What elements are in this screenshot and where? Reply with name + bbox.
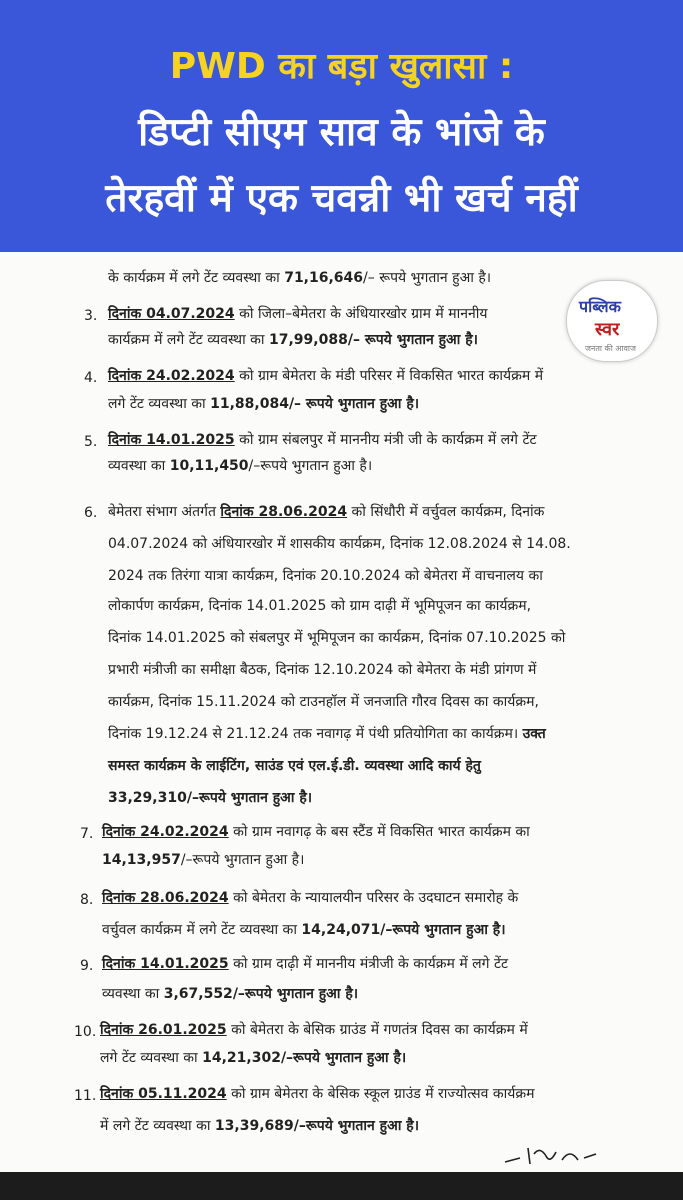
item-9-line-1: दिनांक 14.01.2025 को ग्राम दाढ़ी में माननीय मंत्रीजी के कार्यक्रम में लगे टेंट [102,956,509,972]
item-6-line: लोकार्पण कार्यक्रम, दिनांक 14.01.2025 को ग्राम दाढ़ी में भूमिपूजन का कार्यक्रम, [108,598,532,614]
signature-icon [500,1140,610,1170]
item-2-line: के कार्यक्रम में लगे टेंट व्यवस्था का 71,16,646/– रूपये भुगतान हुआ है। [108,270,492,286]
headline-line-3: तेरहवीं में एक चवन्नी भी खर्च नहीं [105,176,578,221]
item-6-line: 2024 तक तिरंगा यात्रा कार्यक्रम, दिनांक 20.10.2024 को बेमेतरा में वाचनालय का [108,568,543,584]
item-6-line: कार्यक्रम, दिनांक 15.11.2024 को टाउनहॉल में जनजाति गौरव दिवस का कार्यक्रम, [108,694,539,710]
item-8-line-1: दिनांक 28.06.2024 को बेमेतरा के न्यायालयीन परिसर के उदघाटन समारोह के [102,890,519,906]
publik-swar-logo: पब्लिक स्वर जनता की आवाज [566,280,658,362]
headline-line-1: PWD का बड़ा खुलासा : [169,46,514,87]
item-number: 8. [80,892,94,908]
item-6-line: 04.07.2024 को अंधियारखोर में शासकीय कार्यक्रम, दिनांक 12.08.2024 से 14.08. [108,536,571,552]
item-number: 3. [84,308,98,324]
item-6-line: प्रभारी मंत्रीजी का समीक्षा बैठक, दिनांक 12.10.2024 को बेमेतरा के मंडी प्रांगण में [108,662,537,678]
item-6-amount: 33,29,310/–रूपये भुगतान हुआ है। [108,790,313,806]
item-11-line-2: में लगे टेंट व्यवस्था का 13,39,689/–रूपये भुगतान हुआ है। [100,1118,420,1134]
item-5-line-1: दिनांक 14.01.2025 को ग्राम संबलपुर में माननीय मंत्री जी के कार्यक्रम में लगे टेंट [108,432,537,448]
item-6-bold-line: समस्त कार्यक्रम के लाईटिंग, साउंड एवं एल.ई.डी. व्यवस्था आदि कार्य हेतु [108,758,481,774]
item-10-line-1: दिनांक 26.01.2025 को बेमेतरा के बेसिक ग्राउंड में गणतंत्र दिवस का कार्यक्रम में [100,1022,528,1038]
item-8-line-2: वर्चुवल कार्यक्रम में लगे टेंट व्यवस्था का 14,24,071/–रूपये भुगतान हुआ है। [102,922,506,938]
item-10-line-2: लगे टेंट व्यवस्था का 14,21,302/–रूपये भुगतान हुआ है। [100,1050,407,1066]
item-9-line-2: व्यवस्था का 3,67,552/–रूपये भुगतान हुआ है। [102,986,359,1002]
item-4-line-1: दिनांक 24.02.2024 को ग्राम बेमेतरा के मंडी परिसर में विकसित भारत कार्यक्रम में [108,368,544,384]
item-number: 10. [74,1024,97,1040]
item-4-line-2: लगे टेंट व्यवस्था का 11,88,084/– रूपये भुगतान हुआ है। [108,396,420,412]
item-number: 5. [84,434,98,450]
item-3-line-1: दिनांक 04.07.2024 को जिला–बेमेतरा के अंधियारखोर ग्राम में माननीय [108,306,488,322]
item-number: 9. [80,958,94,974]
item-6-line: दिनांक 14.01.2025 को संबलपुर में भूमिपूजन का कार्यक्रम, दिनांक 07.10.2025 को [108,630,566,646]
item-11-line-1: दिनांक 05.11.2024 को ग्राम बेमेतरा के बेसिक स्कूल ग्राउंड में राज्योत्सव कार्यक्रम [100,1086,535,1102]
item-number: 6. [84,505,98,521]
item-number: 11. [74,1088,97,1104]
item-5-line-2: व्यवस्था का 10,11,450/–रूपये भुगतान हुआ है। [108,458,373,474]
item-number: 7. [80,826,94,842]
item-6-line: दिनांक 19.12.24 से 21.12.24 तक नवागढ़ में पंथी प्रतियोगिता का कार्यक्रम। उक्त [108,726,546,742]
item-number: 4. [84,370,98,386]
headline-banner [0,0,683,252]
item-3-line-2: कार्यक्रम में लगे टेंट व्यवस्था का 17,99,088/– रूपये भुगतान हुआ है। [108,332,478,348]
document-page [0,252,683,1172]
item-7-line-1: दिनांक 24.02.2024 को ग्राम नवागढ़ के बस स्टैंड में विकसित भारत कार्यक्रम का [102,824,530,840]
item-6-line-1: बेमेतरा संभाग अंतर्गत दिनांक 28.06.2024 को सिंधौरी में वर्चुवल कार्यक्रम, दिनांक [108,504,545,520]
bottom-bar [0,1172,683,1200]
headline-line-2: डिप्टी सीएम साव के भांजे के [138,110,545,155]
item-7-line-2: 14,13,957/–रूपये भुगतान हुआ है। [102,852,305,868]
